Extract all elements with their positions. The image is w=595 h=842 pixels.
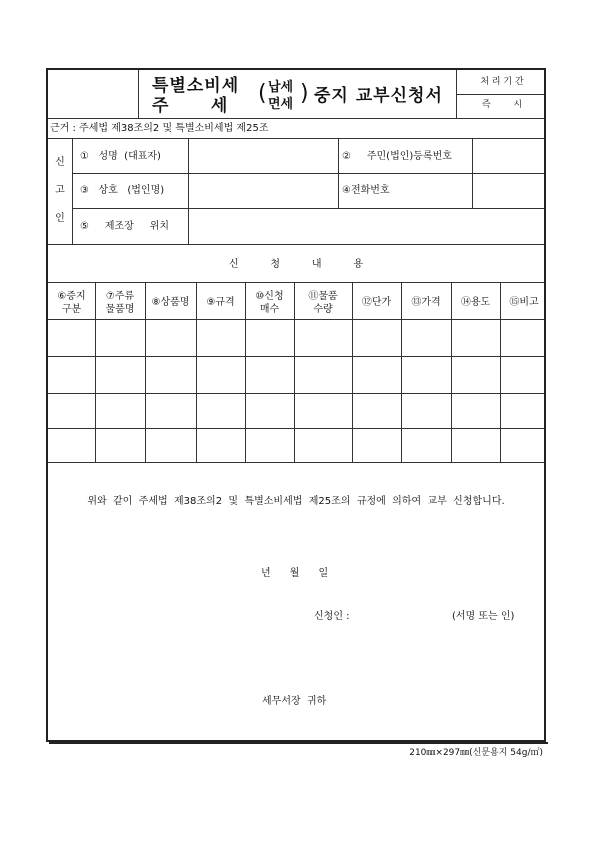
table-bottom-line xyxy=(48,462,544,463)
processing-period-label: 처 리 기 간 xyxy=(480,77,524,87)
registration-number-label: ② 주민(법인)등록번호 xyxy=(342,151,452,162)
table-column-divider xyxy=(451,282,452,462)
column-header-top: ⑦주류 xyxy=(105,291,135,302)
paper-specification: 210㎜×297㎜(신문용지 54g/㎡) xyxy=(409,748,543,758)
table-column-divider xyxy=(196,282,197,462)
phone-label: ④전화번호 xyxy=(342,185,390,196)
application-statement: 위와 같이 주세법 제38조의2 및 특별소비세법 제25조의 규정에 의하여 교부 신청합니다. xyxy=(87,496,505,507)
application-form xyxy=(46,68,546,742)
factory-location-label: ⑤ 제조장 위치 xyxy=(80,221,170,232)
applicant-row1-line xyxy=(72,173,544,174)
column-header: ⑧상품명 xyxy=(151,297,190,308)
table-row-divider xyxy=(48,356,544,357)
applicant-side-label-3: 인 xyxy=(55,213,65,224)
trade-name-label: ③ 상호 (법인명) xyxy=(80,185,165,196)
content-title-bottom-line xyxy=(48,282,544,283)
header-divider-left xyxy=(138,70,139,118)
column-header-bottom: 매수 xyxy=(259,304,280,315)
signature-note: (서명 또는 인) xyxy=(452,611,515,622)
table-row-divider xyxy=(48,319,544,320)
applicant-side-divider xyxy=(72,138,73,244)
column-header: ⑬가격 xyxy=(411,297,441,308)
column-header: ⑮비고 xyxy=(509,297,539,308)
header-bottom-line xyxy=(48,118,544,119)
column-header-top: ⑩신청 xyxy=(255,291,284,302)
addressee: 세무서장 귀하 xyxy=(262,696,327,707)
name-label: ① 성명 (대표자) xyxy=(80,151,161,162)
table-column-divider xyxy=(401,282,402,462)
table-row-divider xyxy=(48,393,544,394)
header-processing-divider xyxy=(456,94,544,95)
title-tax-payment: 납세 xyxy=(268,80,294,95)
applicant-side-label-2: 고 xyxy=(55,185,65,196)
title-stamp-issuance-application: 중지 교부신청서 xyxy=(314,86,443,106)
column-header-bottom: 수량 xyxy=(313,304,333,315)
basis-bottom-line xyxy=(48,138,544,139)
table-column-divider xyxy=(352,282,353,462)
applicant-bottom-line xyxy=(48,244,544,245)
table-row-divider xyxy=(48,428,544,429)
date-line: 년 월 일 xyxy=(261,568,329,579)
title-special-consumption-tax: 특별소비세 xyxy=(152,76,240,96)
title-liquor-tax: 주 세 xyxy=(152,96,229,116)
column-header: ⑭용도 xyxy=(460,297,491,308)
column-header-top: ⑪물품 xyxy=(308,291,338,302)
column-header: ⑨규격 xyxy=(206,297,235,308)
legal-basis: 근거 : 주세법 제38조의2 및 특별소비세법 제25조 xyxy=(50,123,269,134)
title-paren-close: ) xyxy=(300,81,309,106)
table-column-divider xyxy=(500,282,501,462)
application-content-title: 신 청 내 용 xyxy=(228,259,363,270)
applicant-signature-label: 신청인 : xyxy=(314,611,350,622)
column-header: ⑫단가 xyxy=(361,297,392,308)
title-paren-open: ( xyxy=(258,81,267,106)
column-header-bottom: 물품명 xyxy=(105,304,135,315)
applicant-side-label-1: 신 xyxy=(55,157,65,168)
processing-period-value: 즉 시 xyxy=(481,100,523,110)
column-header-top: ⑥증지 xyxy=(57,291,86,302)
applicant-label-divider xyxy=(188,138,189,244)
title-tax-exemption: 면세 xyxy=(268,97,294,112)
column-header-bottom: 구분 xyxy=(61,304,82,315)
applicant-row2-line xyxy=(72,208,544,209)
table-column-divider xyxy=(145,282,146,462)
